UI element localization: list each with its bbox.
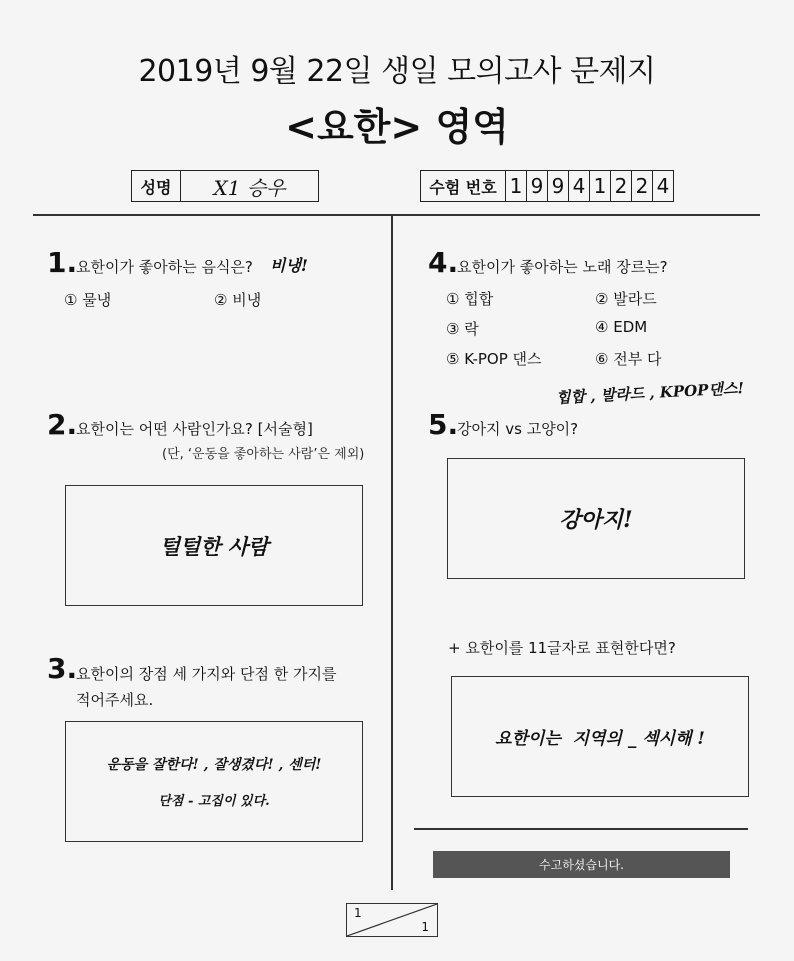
q1-option: ① 물냉 bbox=[64, 291, 112, 309]
exam-number-digit: 2 bbox=[611, 171, 632, 201]
exam-number-digit: 2 bbox=[632, 171, 653, 201]
q4-option: ① 힙합 bbox=[446, 290, 494, 308]
bonus-text: + 요한이를 11글자로 표현한다면? bbox=[448, 639, 676, 657]
exam-number-digit: 4 bbox=[569, 171, 590, 201]
q2-text: 요한이는 어떤 사람인가요? [서술형] bbox=[76, 420, 313, 438]
q5-text: 강아지 vs 고양이? bbox=[457, 420, 579, 438]
done-banner: 수고하셨습니다. bbox=[433, 851, 730, 878]
q4-option: ④ EDM bbox=[595, 318, 648, 336]
q2-answer: 털털한 사람 bbox=[159, 533, 269, 559]
exam-number-digit: 1 bbox=[590, 171, 611, 201]
q4-answer: 힙합 , 발라드 , KPOP댄스! bbox=[555, 379, 745, 407]
q1-answer: 비냉! bbox=[270, 256, 308, 275]
q3-answer-line1: 운동을 잘한다! , 잘생겼다! , 센터! bbox=[106, 757, 322, 773]
exam-number-label: 수험 번호 bbox=[421, 171, 506, 201]
q1-number: 1. bbox=[47, 246, 78, 279]
bonus-answer: 요한이는 지역의 _ 섹시해 ! bbox=[495, 729, 705, 749]
q1-option: ② 비냉 bbox=[214, 291, 262, 309]
q4-option: ② 발라드 bbox=[595, 290, 657, 308]
q1-text: 요한이가 좋아하는 음식은? bbox=[76, 258, 253, 276]
exam-number-digit: 9 bbox=[548, 171, 569, 201]
exam-number-digit: 4 bbox=[656, 174, 670, 198]
q2-answer-box bbox=[65, 485, 363, 606]
name-box bbox=[131, 170, 319, 202]
q5-answer: 강아지! bbox=[559, 507, 633, 533]
footer-divider bbox=[414, 828, 748, 830]
bonus-answer-box bbox=[451, 676, 749, 797]
q3-text-line2: 적어주세요. bbox=[76, 691, 154, 709]
name-label: 성명 bbox=[132, 171, 181, 201]
q4-option: ③ 락 bbox=[446, 320, 479, 338]
exam-number-digit: 1 bbox=[506, 171, 527, 201]
q5-answer-box bbox=[447, 458, 745, 579]
q4-option: ⑤ K-POP 댄스 bbox=[446, 350, 542, 368]
q4-number: 4. bbox=[428, 246, 459, 279]
q3-answer-line2: 단점 - 고집이 있다. bbox=[158, 794, 270, 809]
exam-number-digit: 9 bbox=[527, 171, 548, 201]
page-current: 1 bbox=[354, 906, 362, 920]
q3-number: 3. bbox=[47, 652, 78, 685]
q2-number: 2. bbox=[47, 408, 78, 441]
q2-note: (단, ‘운동을 좋아하는 사람’은 제외) bbox=[162, 447, 365, 462]
q5-number: 5. bbox=[428, 408, 459, 441]
q4-text: 요한이가 좋아하는 노래 장르는? bbox=[457, 258, 668, 276]
exam-title: 2019년 9월 22일 생일 모의고사 문제지 bbox=[138, 54, 656, 89]
header-divider bbox=[33, 214, 760, 216]
exam-number-box bbox=[420, 170, 674, 202]
page-indicator bbox=[346, 903, 438, 937]
q3-text-line1: 요한이의 장점 세 가지와 단점 한 가지를 bbox=[76, 665, 337, 683]
column-divider bbox=[391, 214, 393, 890]
name-value: X1 승우 bbox=[213, 175, 286, 200]
page-total: 1 bbox=[421, 920, 429, 934]
exam-subtitle: <요한> 영역 bbox=[285, 105, 509, 149]
q3-answer-box bbox=[65, 721, 363, 842]
q4-option: ⑥ 전부 다 bbox=[595, 350, 662, 368]
